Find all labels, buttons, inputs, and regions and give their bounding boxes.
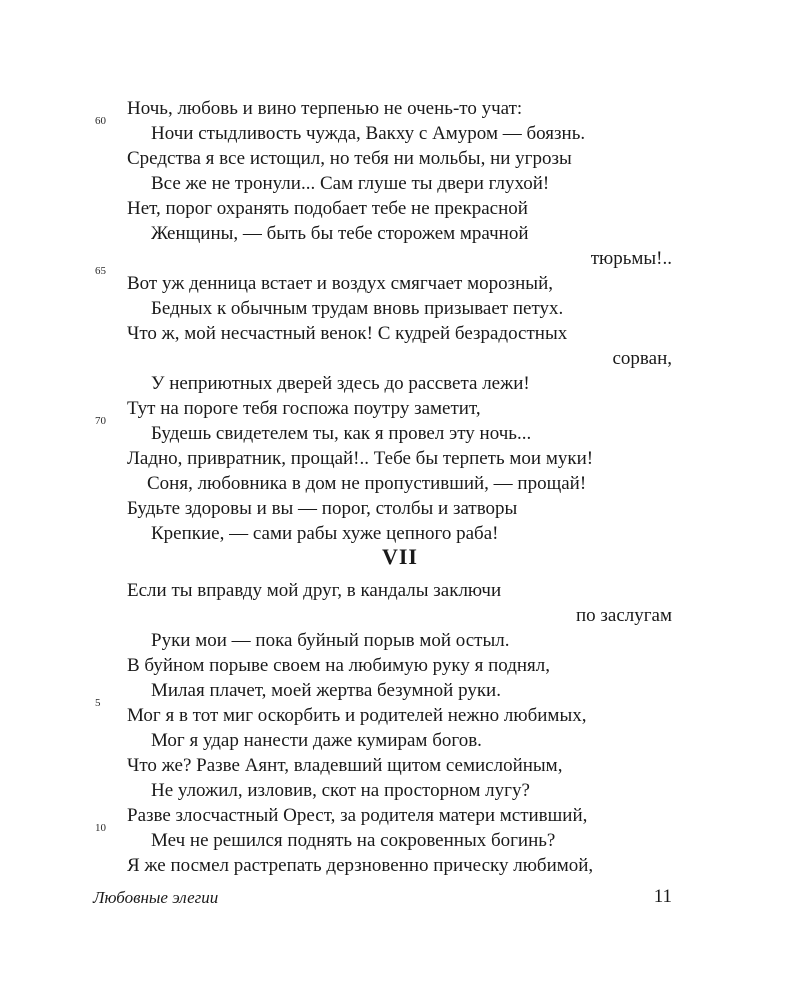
verse-line bbox=[127, 321, 672, 346]
verse-text: Бедных к обычным трудам вновь призывает петух. bbox=[151, 298, 564, 319]
line-number: 5 bbox=[95, 697, 101, 709]
verse-line bbox=[95, 415, 672, 446]
verse-line bbox=[127, 803, 672, 828]
verse-line bbox=[127, 371, 672, 396]
verse-text: Мог я в тот миг оскорбить и родителей нежно любимых, bbox=[127, 705, 587, 726]
verse-line bbox=[127, 146, 672, 171]
verse-text: Тут на пороге тебя госпожа поутру заметит, bbox=[127, 398, 481, 419]
verse-line bbox=[95, 822, 672, 853]
verse-text: по заслугам bbox=[575, 605, 672, 626]
verse-line bbox=[127, 246, 672, 271]
verse-text: Будешь свидетелем ты, как я провел эту ночь... bbox=[151, 423, 532, 444]
line-number: 65 bbox=[95, 265, 106, 277]
verse-text: Милая плачет, моей жертва безумной руки. bbox=[151, 680, 501, 701]
verse-line bbox=[127, 678, 672, 703]
verse-line bbox=[127, 578, 672, 603]
line-number: 60 bbox=[95, 115, 106, 127]
verse-line bbox=[127, 446, 672, 471]
verse-line bbox=[95, 115, 672, 146]
verse-text: Что же? Разве Аянт, владевший щитом семислойным, bbox=[127, 755, 563, 776]
line-number: 70 bbox=[95, 415, 106, 427]
verse-line bbox=[95, 697, 672, 728]
verse-text: Будьте здоровы и вы — порог, столбы и затворы bbox=[127, 498, 518, 519]
verse-text: Я же посмел растрепать дерзновенно прическу любимой, bbox=[127, 855, 594, 876]
verse-text: Разве злосчастный Орест, за родителя матери мстивший, bbox=[127, 805, 588, 826]
verse-text: тюрьмы!.. bbox=[590, 248, 672, 269]
verse-text: В буйном порыве своем на любимую руку я поднял, bbox=[127, 655, 551, 676]
running-footer-title: Любовные элегии bbox=[93, 888, 219, 907]
verse-text: Соня, любовника в дом не пропустивший, — прощай! bbox=[147, 473, 587, 494]
verse-line bbox=[127, 196, 672, 221]
verse-text: Если ты вправду мой друг, в кандалы заключи bbox=[127, 580, 502, 601]
verse-text: Вот уж денница встает и воздух смягчает морозный, bbox=[127, 273, 553, 294]
verse-line bbox=[127, 753, 672, 778]
verse-text: Ночь, любовь и вино терпенью не очень-то учат: bbox=[127, 98, 523, 119]
verse-text: Мог я удар нанести даже кумирам богов. bbox=[151, 730, 482, 751]
verse-text: Меч не решился поднять на сокровенных богинь? bbox=[151, 830, 556, 851]
verse-line bbox=[127, 221, 672, 246]
verse-line bbox=[127, 778, 672, 803]
verse-line bbox=[127, 603, 672, 628]
verse-text: У неприютных дверей здесь до рассвета лежи! bbox=[151, 373, 530, 394]
verse-text: Ночи стыдливость чужда, Вакху с Амуром — боязнь. bbox=[151, 123, 586, 144]
verse-text: Что ж, мой несчастный венок! С кудрей безрадостных bbox=[127, 323, 568, 344]
verse-line bbox=[127, 653, 672, 678]
verse-text: Ладно, привратник, прощай!.. Тебе бы терпеть мои муки! bbox=[127, 448, 594, 469]
poem-section-previous bbox=[95, 96, 672, 546]
verse-line bbox=[127, 171, 672, 196]
verse-line bbox=[127, 628, 672, 653]
verse-line bbox=[95, 265, 672, 296]
verse-line bbox=[127, 296, 672, 321]
verse-text: Руки мои — пока буйный порыв мой остыл. bbox=[151, 630, 510, 651]
verse-line bbox=[127, 471, 672, 496]
verse-text: сорван, bbox=[612, 348, 672, 369]
verse-text: Женщины, — быть бы тебе сторожем мрачной bbox=[151, 223, 529, 244]
verse-line bbox=[127, 728, 672, 753]
verse-line bbox=[127, 96, 672, 121]
verse-line bbox=[127, 853, 672, 878]
verse-line bbox=[127, 521, 672, 546]
verse-text: Крепкие, — сами рабы хуже цепного раба! bbox=[151, 523, 499, 544]
verse-text: Нет, порог охранять подобает тебе не прекрасной bbox=[127, 198, 528, 219]
verse-line bbox=[127, 496, 672, 521]
line-number: 10 bbox=[95, 822, 106, 834]
section-heading: VII bbox=[381, 544, 418, 569]
verse-line bbox=[127, 346, 672, 371]
page-number: 11 bbox=[653, 886, 672, 907]
verse-line bbox=[127, 396, 672, 421]
poem-section-vii bbox=[95, 578, 672, 878]
verse-text: Не уложил, изловив, скот на просторном лугу? bbox=[151, 780, 530, 801]
verse-text: Все же не тронули... Сам глуше ты двери глухой! bbox=[151, 173, 550, 194]
verse-text: Средства я все истощил, но тебя ни мольбы, ни угрозы bbox=[127, 148, 572, 169]
